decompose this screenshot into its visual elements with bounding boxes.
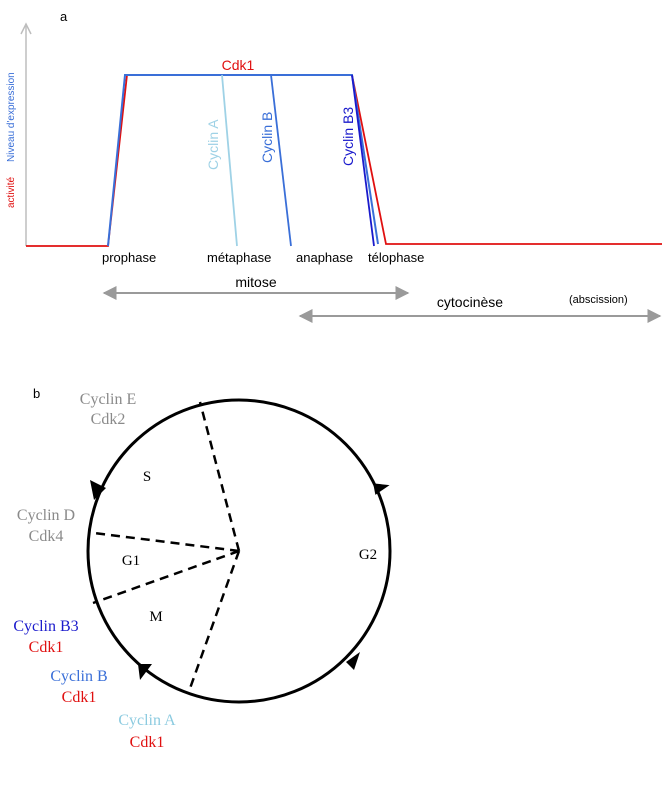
cyclin-b3-label: Cyclin B3	[340, 106, 356, 166]
panel-b	[13, 386, 390, 751]
mitose-label: mitose	[235, 274, 277, 290]
annotation-cdk: Cdk1	[129, 734, 165, 751]
phase-anaphase: anaphase	[296, 250, 354, 265]
phase-prophase: prophase	[102, 250, 157, 265]
segment-g2: G2	[358, 547, 378, 563]
y-label-expression: Niveau d'expression	[6, 72, 17, 162]
y-label-activity: activité	[6, 176, 17, 208]
panel-b-label: b	[33, 386, 41, 401]
annotation-cyclin: Cyclin B	[50, 668, 108, 685]
cyclin-expression-curve	[108, 75, 378, 246]
abscission-label: (abscission)	[569, 294, 628, 306]
annotation-cyclin-b-cdk1	[50, 668, 107, 706]
annotation-cyclin-a-cdk1	[118, 712, 176, 751]
panel-a	[6, 9, 662, 316]
annotation-cdk: Cdk4	[28, 528, 64, 545]
annotation-cyclin: Cyclin B3	[13, 618, 79, 635]
cyclin-b-label: Cyclin B	[259, 111, 275, 163]
panel-a-label: a	[60, 9, 68, 24]
segment-m: M	[149, 609, 163, 625]
annotation-cdk: Cdk2	[90, 411, 126, 428]
divider-s-g2	[200, 402, 239, 551]
annotation-cyclin: Cyclin E	[79, 391, 137, 408]
annotation-cdk: Cdk1	[61, 689, 97, 706]
divider-s-g1	[94, 533, 239, 551]
cytocinese-label: cytocinèse	[436, 294, 504, 310]
cdk1-label: Cdk1	[221, 57, 255, 73]
segment-s: S	[142, 469, 152, 485]
phase-metaphase: métaphase	[207, 250, 272, 265]
divider-m-g2	[188, 551, 239, 694]
segment-g1: G1	[121, 553, 141, 569]
annotation-cyclin: Cyclin D	[16, 507, 76, 524]
divider-g1-m	[93, 551, 239, 603]
annotation-cdk: Cdk1	[28, 639, 64, 656]
cyclin-a-line	[222, 75, 237, 246]
annotation-cyclin-b3-cdk1	[13, 618, 78, 656]
annotation-cyclin-d-cdk4	[17, 507, 75, 545]
phase-telophase: télophase	[368, 250, 425, 265]
annotation-cyclin-e-cdk2	[80, 391, 136, 428]
cyclin-a-label: Cyclin A	[205, 119, 221, 170]
annotation-cyclin: Cyclin A	[118, 712, 176, 729]
